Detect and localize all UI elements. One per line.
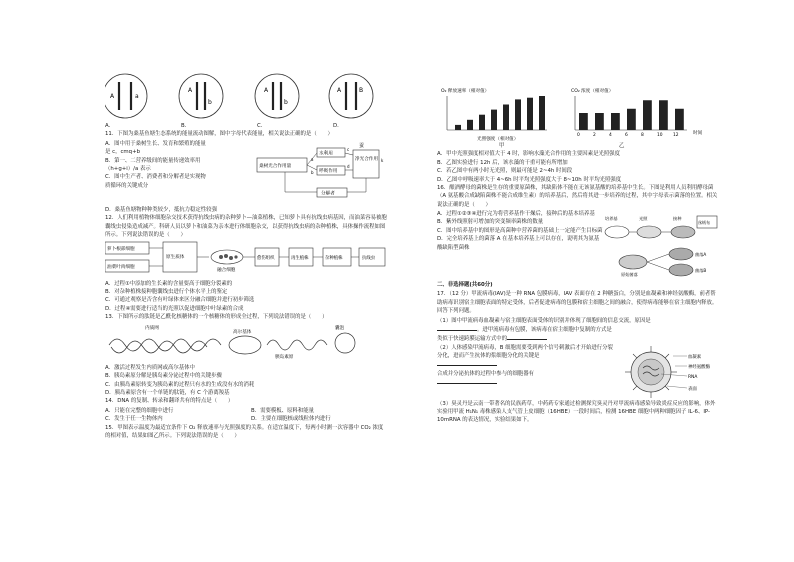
q11-energy-diagram [255,140,387,206]
q17-part2-text: （2）人体感染甲流病毒，B 细胞需要受到两个信号刺激后才开始进行分裂分化，进而产生抗体的浆细胞分化的关键是 [437,344,613,359]
chart-a-caption: 甲 [499,143,505,149]
q11-option-a2: 是 c，cmq+b [105,149,141,156]
q14-row-2 [105,415,387,423]
q13-label-vesicle: 囊泡 [335,325,345,331]
q14-option-d[interactable]: D．主要在细胞核或线粒体内进行 [251,416,331,423]
q17-part3: （3）臭灵丹是云南一带著名的民族药草，中药药专家通过检测探究臭灵丹对甲流病毒感染导致炎症反应的影响，体外实验用甲流 H₁N₁ 毒株感染人支气管上皮细胞（16HBE）一段时间后，检测 16HBE 细胞中两种细胞因子 IL-6、IP-10mRNA 的表达情况，实验结果如下。 [437,400,716,424]
q13-label-er: 内质网 [145,325,159,331]
q11-resp-label: 呼吸作用 [319,168,338,174]
chart-oxygen-release [437,86,561,142]
q16-option-b[interactable]: B．紫外线照射可增加的突变频率菌株的数量 [437,219,544,226]
q11-water-label: 水利用 [319,151,333,157]
q10-fig-a-gene2: a [135,93,139,100]
q11-option-b2: （h+g+i）/a 表示 [105,165,151,172]
q11-option-c1[interactable]: C．图中生产者、消费者和分解者是实现物 [105,174,206,181]
chart-b-tick-5: 10 [657,133,663,138]
q12-option-c[interactable]: C．可通过观察是否含有叶绿体来区分融合细胞并进行初步筛选 [105,297,255,304]
q16-options [437,210,603,280]
virus-label-na: 神经氨酸酶 [688,364,710,370]
q10-figures [105,70,387,122]
q12-stem: 12．人们利用植物体细胞杂交技术获得抗线虫病的杂种萝卜—油菜植株，已知萝卜具有抗线虫病基因，而油菜容易被胞囊线虫侵染造成减产。科研人员以萝卜和油菜为亲本进行体细胞杂交，以获得抗线虫病的杂种植株，具体操作流程如图所示。下列说法错误的是（ ） [105,215,387,238]
q14-stem: 14．DNA 的复制、转录和翻译共有的特点是（ ） [105,398,234,405]
chart-a-bar-7 [539,96,545,130]
q16-label-colony-b: 菌落B [695,268,707,273]
q12-option-a[interactable]: A．过程①中添加的生长素的含量要高于细胞分裂素的 [105,280,233,287]
q17-part1c-text: 类似于快速跨膜运输方式中的 [437,336,508,343]
q15-option-d[interactable]: D．乙图中呼吸速率大于 4~6h 时平均光照强度大于 8~10h 时平均光照强度 [437,176,622,183]
chart-captions [437,142,720,150]
q16-label-light: 光照 [639,216,648,221]
section-2-title: 二、非选择题(共60分) [437,282,493,288]
q16-label-colony-a: 菌落A [695,252,707,257]
chart-b-caption: 乙 [619,143,625,149]
q17-part2-text-block [437,344,617,400]
q16-label-origin: 原始菌落 [621,272,638,277]
q10-option-d[interactable]: D． [333,123,343,129]
q12-flow-fused: 融合细胞 [217,268,236,274]
q17-part1c [437,334,720,343]
q13-option-d[interactable]: D．胰岛素原含有一个单链的肽链，有 C 个游离羧基 [105,390,230,396]
q11-producer-label: 桑树光合作用量 [259,163,292,169]
q13-option-c[interactable]: C．由胰岛素原转变为胰岛素的过程只有水的生成没有水的消耗 [105,381,255,388]
virus-label-rna: RNA [688,374,698,380]
q12-flow-callus: 愈伤组织 [257,256,275,262]
chart-a-bar-6 [527,98,533,130]
virus-diagram [617,344,717,400]
q17-blank-4[interactable] [437,378,497,384]
q11-stem: 11．下图为桑基鱼塘生态系统的能量流动图解，图中字母代表能量，相关说法正确的是（ ） [105,131,333,138]
q12-option-b[interactable]: B．对杂种植株接种胞囊线虫进行个体水平上的鉴定 [105,289,228,295]
chart-b-tick-2: 4 [609,133,612,138]
q12-flow-hybrid: 杂种植株 [325,256,343,262]
q13-label-golgi: 高尔基体 [233,329,252,335]
q17-blank-2[interactable] [507,334,547,340]
q11-letter-d: d [347,163,350,169]
chart-a-bar-1 [467,120,473,130]
q15-stem: 15．甲图表示温度为最适宜条件下 O₂ 释放速率与光照强度的关系。在适宜温度下，每两小时测一次容器中 CO₂ 浓度的相对值，结果如图乙所示。下列说法错误的是（ ） [105,424,384,439]
q16-label-velvet: 丝绒布 [698,220,710,225]
q17-part2b-text: 合成并分泌抗体的过程中参与的细胞器有 [437,370,535,377]
q10-fig-b-gene: A [188,87,193,94]
q11-letter-k: k [381,157,384,163]
q16-plating-diagram [603,210,719,280]
q12-flow-radish: 萝卜根部细胞 [107,247,135,253]
chart-a-bar-4 [503,105,509,131]
q11-block [105,140,387,206]
chart-co2-concentration [565,86,715,142]
q16-option-d[interactable]: D．完全培养基上的菌落 A 在基本培养基上可以存在，说明其为氨基酸缺陷型菌株 [437,236,600,251]
chart-b-bar-2 [611,113,620,130]
q14-option-c[interactable]: C．发生于任一生物体内 [105,416,163,423]
q12-flow-regen: 再生植株 [291,256,309,262]
q16-stem: 16．酿酒酵母的菌株是生存的重要原菌株，其缺陷体不能在无该氨基酸的培养基中生长。下图是利用人员利用酵母菌（A 氨基酸合成缺陷菌株不能合成维生素）的培养基后，然后将其进一步培养的过程，其中字母表示菌落的位置。相关说法正确的是（ ） [437,184,718,208]
chart-a-ylabel: O₂ 释放速率（相对值） [441,89,490,94]
virus-label-envelope: 表面 [688,386,697,392]
q15-option-c[interactable]: C．若乙图中有两小时无光照，则最可能是 2~4h 时间段 [437,168,573,175]
virus-label-ha: 血凝素 [688,354,702,360]
q16-block [437,210,720,280]
chart-a-bar-5 [515,99,521,130]
q12-option-d[interactable]: D．过程④需要进行适当的光照以促进细胞中叶绿素的合成 [105,305,244,312]
q10-fig-d-gene: A [337,87,342,94]
q10-fig-d-gene2: B [359,87,364,94]
chart-b-tick-4: 8 [641,133,644,138]
q10-fig-c-gene2: b [284,99,288,106]
chart-b-tick-6: 12 [673,133,679,138]
q10-option-b[interactable]: B． [181,123,191,129]
chart-b-ylabel: CO₂ 浓度（相对值） [571,89,614,94]
q15-option-a[interactable]: A．甲中光照强度相对值大于 4 时，影响水藻光合作用的主要因素是光照强度 [437,151,621,158]
q17-part2b-blank-line [437,378,617,387]
q11-letter-b: b [311,169,314,175]
q16-label-inoculate: 接种 [673,216,682,221]
chart-b-bar-5 [659,100,668,130]
q13-stem: 13．下图所示的肽链是乙酰化核糖体的一个核糖体的形成全过程，下列说法错误的是（ ） [105,314,328,321]
q11-option-a1[interactable]: A．图中用于桑树生长、发育和繁殖的能量 [105,140,206,147]
q17-part2-block [437,344,720,400]
chart-b-tick-3: 6 [625,133,628,138]
chromosome-figure [105,70,387,122]
q12-flow-diagram [105,240,387,276]
chart-a-bar-3 [491,110,497,130]
chart-a-bar-2 [479,115,485,130]
q17-part2-blank-line [437,360,617,369]
q10-fig-c-gene: A [264,87,269,94]
q17-stem: 17．（12 分）甲流病毒(IAV)是一种 RNA 包膜病毒，IAV 表面存在 2 种糖蛋白，分别是血凝素和神经氨酸酶，前者帮助病毒识别宿主细胞表面的特定受体，后者促进病毒的包膜和宿主细胞之间的融合，使得病毒能够在宿主细胞内释放。回答下列问题。 [437,291,718,315]
q11-options [105,140,255,206]
q17-part1b-text: 。进甲流病毒有包膜，该病毒在宿主细胞中复制的方式是 [477,326,612,333]
chart-b-xlabel: 时间 [693,131,703,136]
q13-option-b[interactable]: B．胰岛素原分解是胰岛素分泌过程中的关键步骤 [105,373,222,380]
q14-option-a[interactable]: A．只能在完整的细胞中进行 [105,407,174,414]
q11-net-label: 净光合作用 [355,156,378,162]
q12-flow-protoplast: 原生质体 [166,255,185,261]
q15-option-b[interactable]: B．乙图实验进行 12h 后，该水藻的干重可能有所增加 [437,159,568,166]
chart-b-bar-1 [595,113,604,130]
q17-part1 [437,317,720,325]
chart-a-bar-0 [455,125,461,130]
chart-b-bar-6 [675,109,684,130]
q11-letter-a: a [311,156,314,162]
q17-blank-1[interactable] [437,325,477,331]
chart-b-bar-3 [627,109,636,130]
q13-label-proinsulin: 胰岛素原 [275,354,294,360]
chart-b-tick-0: 0 [577,133,580,138]
q11-decomposer-label: 分解者 [321,191,335,197]
q12-flow-resistant: 抗线虫 [362,256,376,262]
q14-option-b[interactable]: B．需要模板、原料和能量 [251,407,314,414]
chart-b-bar-4 [643,100,652,130]
q11-silkworm-label: 蚕 [359,142,365,149]
q13-ribosome-diagram [105,323,387,361]
q10-options [105,122,387,130]
q16-option-c[interactable]: C．图中培养基中的图形是高菌种中营养菌的基础上一定能产生目标菌 [437,227,603,234]
q16-label-medium: 培养基 [605,216,618,221]
q14-row-1 [105,407,387,415]
q10-fig-a-gene: A [110,93,115,100]
q17-part1b [437,325,720,334]
chart-a-xlabel: 光照强度（相对值） [477,137,519,142]
q10-fig-b-gene2: b [208,99,212,106]
q17-part1-text: （1）图中甲流病毒血凝素与宿主细胞表面受体的识别并体现了细胞间的信息交流，原因是 [437,317,651,324]
q12-flow-rape: 油菜叶肉细胞 [107,265,135,271]
q16-option-a[interactable]: A．过程①②③④进行完为将营养基作干燥后，接种后的基本培养基 [437,211,595,217]
q11-letter-c: c [347,146,350,152]
q10-option-c[interactable]: C． [257,123,267,129]
chart-b-tick-1: 2 [593,133,596,138]
q11-option-b1[interactable]: B．第一、二营养级间的能量传递效率用 [105,157,201,164]
q10-option-a[interactable]: A． [105,123,115,129]
left-column [105,70,387,441]
q13-option-a[interactable]: A．激活过程发生内质网或高尔基体中 [105,364,195,371]
chart-b-bar-0 [579,113,588,130]
right-column [437,86,720,425]
q11-option-c2: 质循环的关键成分 [105,182,149,189]
q11-option-d[interactable]: D．桑基鱼塘物种种类较少，抵抗力稳定性较强 [105,206,217,213]
q17-blank-3[interactable] [437,360,497,366]
q15-charts [437,86,720,142]
